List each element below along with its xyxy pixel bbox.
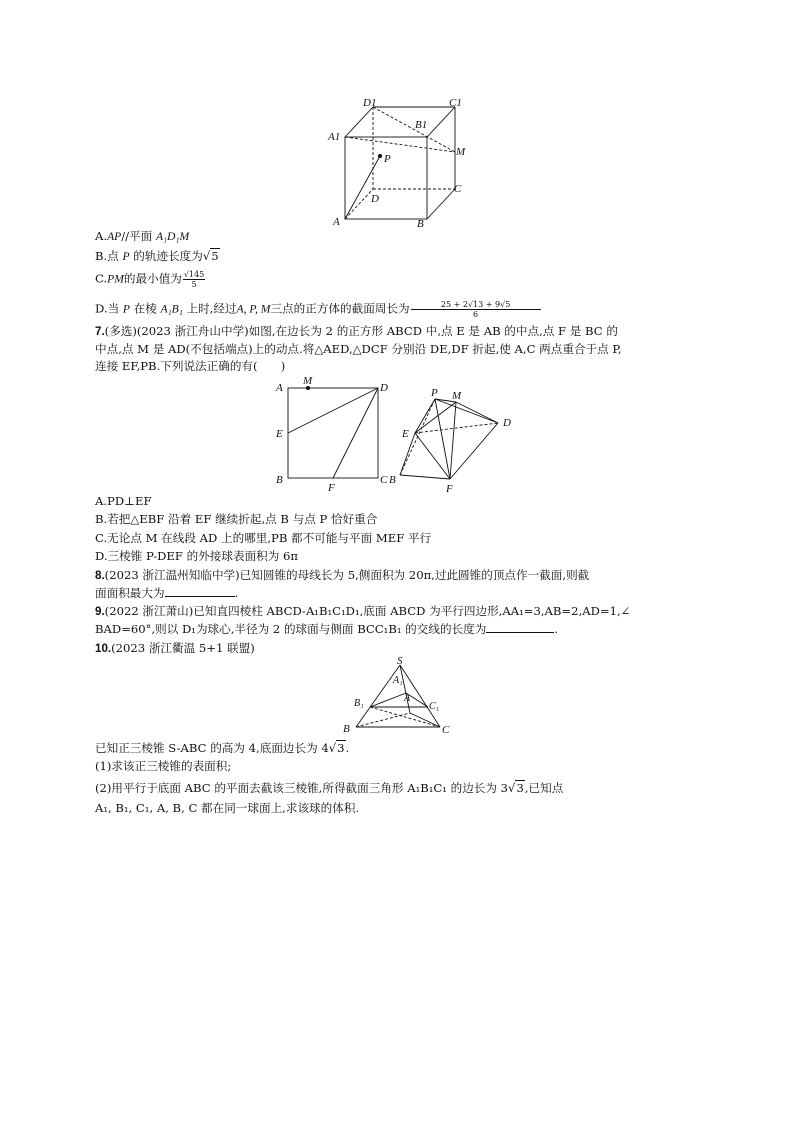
q9-line-1: 9.(2022 浙江萧山)已知直四棱柱 ABCD-A₁B₁C₁D₁,底面 ABCD 为平行四边形,AA₁=3,AB=2,AD=1,∠ xyxy=(95,604,631,618)
label-d: D xyxy=(371,193,379,205)
sq-label-c: C xyxy=(380,474,388,486)
q10-part-2-line-2: A₁, B₁, C₁, A, B, C 都在同一球面上,求该球的体积. xyxy=(95,801,360,815)
pyr-label-c: C xyxy=(442,724,450,736)
label-p: P xyxy=(384,153,391,165)
pyr-label-b1: B₁ xyxy=(354,698,364,709)
sq-label-m: M xyxy=(303,375,313,387)
label-a: A xyxy=(333,216,340,228)
q10-stem: 已知正三棱锥 S-ABC 的高为 4,底面边长为 4√3. xyxy=(95,741,350,755)
q7-line-1: 7.(多选)(2023 浙江舟山中学)如图,在边长为 2 的正方形 ABCD 中,点 E 是 AB 的中点,点 F 是 BC 的 xyxy=(95,324,618,338)
label-c: C xyxy=(454,183,462,195)
q7-option-a: A.PD⊥EF xyxy=(95,494,152,508)
sq-label-e: E xyxy=(276,428,283,440)
sq-label-f: F xyxy=(328,482,335,494)
q9-line-2: BAD=60°,则以 D₁为球心,半径为 2 的球面与侧面 BCC₁B₁ 的交线的长度为 . xyxy=(95,622,559,636)
tet-label-p: P xyxy=(431,387,438,399)
tet-label-d: D xyxy=(503,417,511,429)
q10-part-2-line-1: (2)用平行于底面 ABC 的平面去截该三棱锥,所得截面三角形 A₁B₁C₁ 的边长为 3√3,已知点 xyxy=(95,781,564,795)
sq-label-b: B xyxy=(276,474,283,486)
q6-option-d: D.当 P 在棱 A₁B₁ 上时,经过A, P, M三点的正方体的截面周长为 $\frac{25 + 2√13 + 9√5}{6}$ xyxy=(95,300,542,319)
q6-option-a: A.AP//平面 A₁D₁M xyxy=(95,229,190,243)
q8-line-1: 8.(2023 浙江温州知临中学)已知圆锥的母线长为 5,侧面积为 20π,过此圆锥的顶点作一截面,则截 xyxy=(95,568,590,582)
tetrahedron-figure xyxy=(388,385,523,497)
q7-option-b: B.若把△EBF 沿着 EF 继续折起,点 B 与点 P 恰好重合 xyxy=(95,512,378,526)
q7-line-2: 中点,点 M 是 AD(不包括端点)上的动点.将△AED,△DCF 分别沿 DE,DF 折起,使 A,C 两点重合于点 P, xyxy=(95,342,622,356)
label-m: M xyxy=(456,146,466,158)
pyr-label-c1: C₁ xyxy=(429,701,440,712)
q9-answer-blank[interactable] xyxy=(486,621,554,633)
pyr-label-a1: A₁ xyxy=(393,675,403,686)
pyr-label-a: A xyxy=(404,693,411,704)
tet-label-f: F xyxy=(446,483,453,495)
cube-figure xyxy=(325,92,475,232)
square-figure xyxy=(272,372,394,494)
pyr-label-s: S xyxy=(397,655,403,667)
label-b: B xyxy=(417,218,424,230)
q10-part-1: (1)求该正三棱锥的表面积; xyxy=(95,759,232,773)
q8-answer-blank[interactable] xyxy=(165,585,235,597)
q10-line-1: 10.(2023 浙江衢温 5+1 联盟) xyxy=(95,641,255,655)
label-d1: D1 xyxy=(363,97,377,109)
label-c1: C1 xyxy=(449,97,462,109)
label-b1: B1 xyxy=(415,119,428,131)
q7-line-3: 连接 EF,PB.下列说法正确的有( ) xyxy=(95,359,286,373)
q8-line-2: 面面积最大为 . xyxy=(95,586,239,600)
q7-option-c: C.无论点 M 在线段 AD 上的哪里,PB 都不可能与平面 MEF 平行 xyxy=(95,531,432,545)
pyr-label-b: B xyxy=(343,723,350,735)
q6-option-c: C.PM的最小值为 $\frac{√145}{5}$ xyxy=(95,270,205,289)
pyramid-figure xyxy=(340,655,460,737)
point-p xyxy=(378,154,382,158)
sq-label-a: A xyxy=(276,382,283,394)
q7-option-d: D.三棱锥 P-DEF 的外接球表面积为 6π xyxy=(95,549,299,563)
tet-label-e: E xyxy=(402,428,409,440)
sq-label-d: D xyxy=(380,382,388,394)
tet-label-m: M xyxy=(452,390,462,402)
label-a1: A1 xyxy=(328,131,341,143)
q6-option-b: B.点 P 的轨迹长度为√5 xyxy=(95,249,219,263)
tet-label-b: B xyxy=(389,474,396,486)
